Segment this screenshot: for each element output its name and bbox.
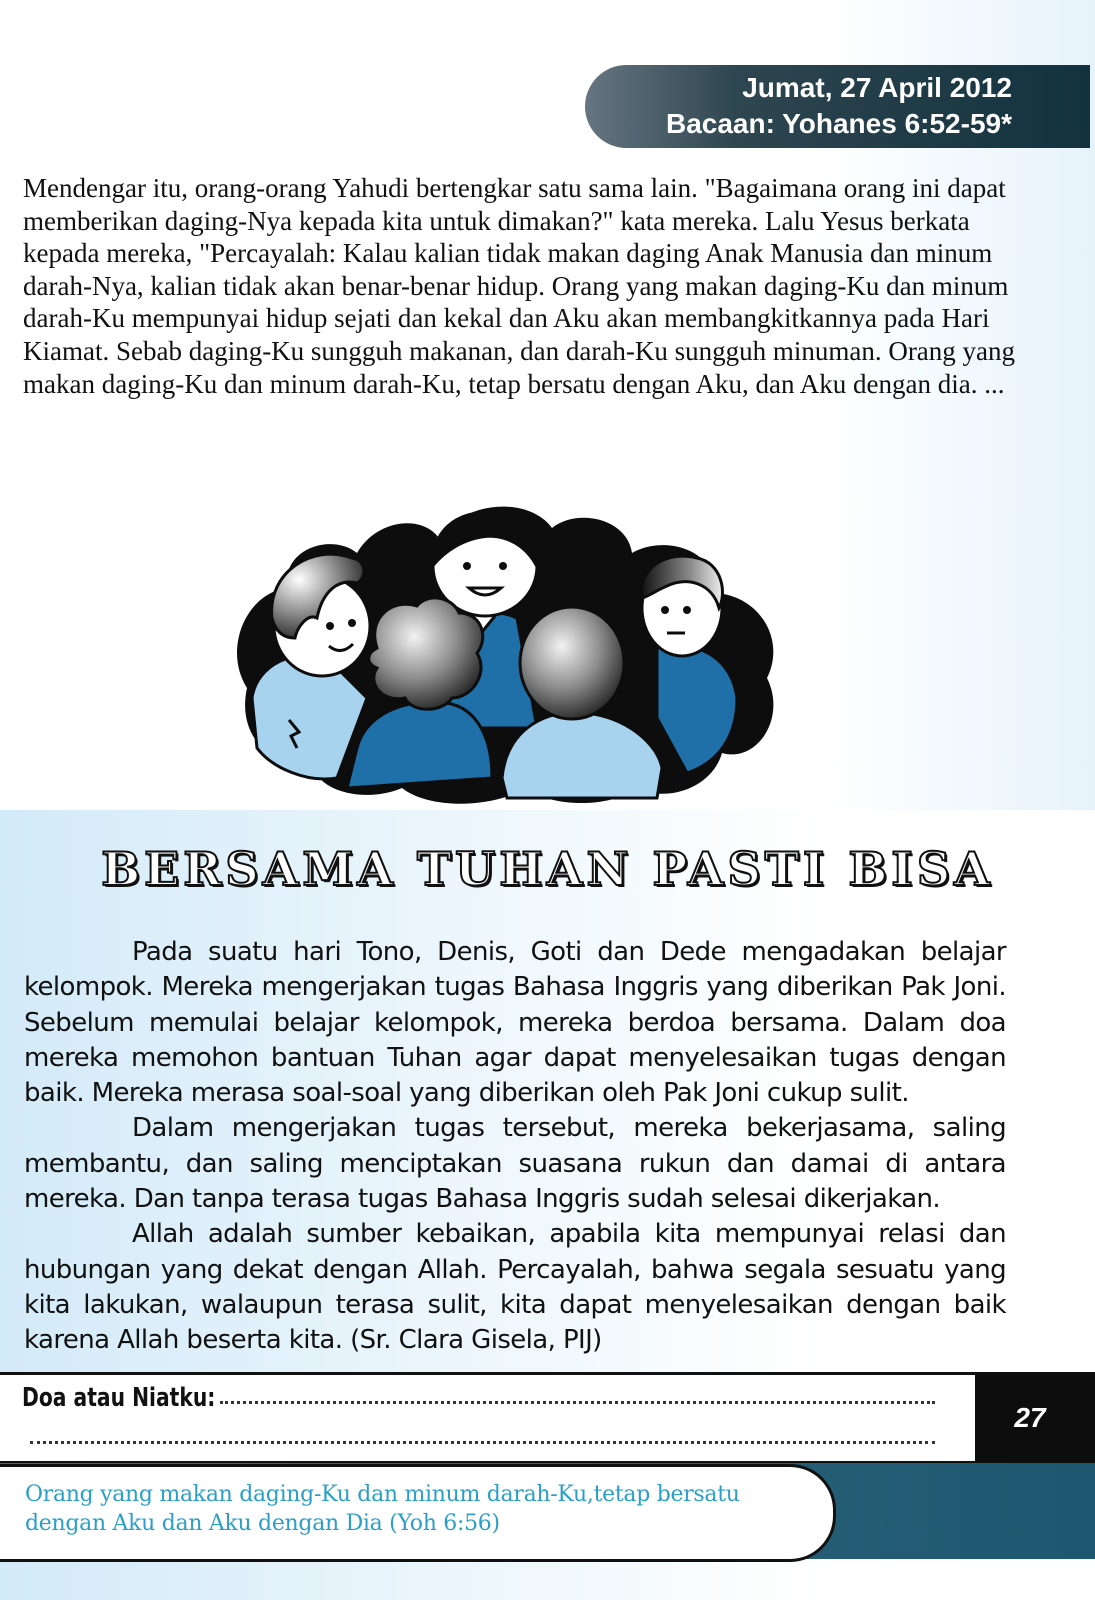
header-date: Jumat, 27 April 2012 [742,72,1012,103]
header-reading: Bacaan: Yohanes 6:52-59* [665,108,1012,139]
scripture-passage: Mendengar itu, orang-orang Yahudi bertengkar satu sama lain. "Bagaimana orang ini dapat memberikan daging-Nya kepada kita untuk dimakan?" kata mereka. Lalu Yesus berkata kepada mereka, "Percayalah: Kalau kalian tidak makan daging Anak Manusia dan minum darah-Nya, kalian tidak akan benar-benar hidup. Orang yang makan daging-Ku dan minum darah-Ku mempunyai hidup sejati dan kekal dan Aku akan membangkitkannya pada Hari Kiamat. Sebab daging-Ku sungguh makanan, dan darah-Ku sungguh minuman. Orang yang makan daging-Ku dan minum darah-Ku, tetap bersatu dengan Aku, dan Aku dengan dia. ... [23,173,1016,399]
prayer-writing-line [220,1401,935,1404]
verse-text: Orang yang makan daging-Ku dan minum darah-Ku,tetap bersatu dengan Aku dan Aku dengan Dia (Yoh 6:56) [25,1482,740,1536]
story-paragraph: Dalam mengerjakan tugas tersebut, mereka bekerjasama, saling membantu, dan saling menciptakan suasana rukun dan damai di antara mereka. Dan tanpa terasa tugas Bahasa Inggris sudah selesai dikerjakan. [24,1113,1006,1215]
group-of-children-icon [227,498,792,808]
page-number: 27 [1014,1402,1046,1433]
verse-box [0,1464,836,1562]
back-child-left-head [369,598,483,709]
story-title: BERSAMA TUHAN PASTI BISA [101,842,994,896]
prayer-writing-line [30,1441,935,1444]
prayer-section [0,1372,975,1464]
page-number-box [975,1372,1095,1464]
prayer-label: Doa atau Niatku: [22,1383,216,1413]
back-child-right-head [520,607,624,719]
story-paragraph: Allah adalah sumber kebaikan, apabila kita mempunyai relasi dan hubungan yang dekat dengan Allah. Percayalah, bahwa segala sesuatu yang kita lakukan, walaupun terasa sulit, kita dapat menyelesaikan dengan baik karena Allah beserta kita. (Sr. Clara Gisela, PIJ) [24,1219,1006,1356]
story-paragraph: Pada suatu hari Tono, Denis, Goti dan Dede mengadakan belajar kelompok. Mereka mengerjakan tugas Bahasa Inggris yang diberikan Pak Joni. Sebelum memulai belajar kelompok, mereka berdoa bersama. Dalam doa mereka memohon bantuan Tuhan agar dapat menyelesaikan tugas dengan baik. Mereka merasa soal-soal yang diberikan oleh Pak Joni cukup sulit. [24,937,1006,1109]
story-body [24,935,1006,1359]
